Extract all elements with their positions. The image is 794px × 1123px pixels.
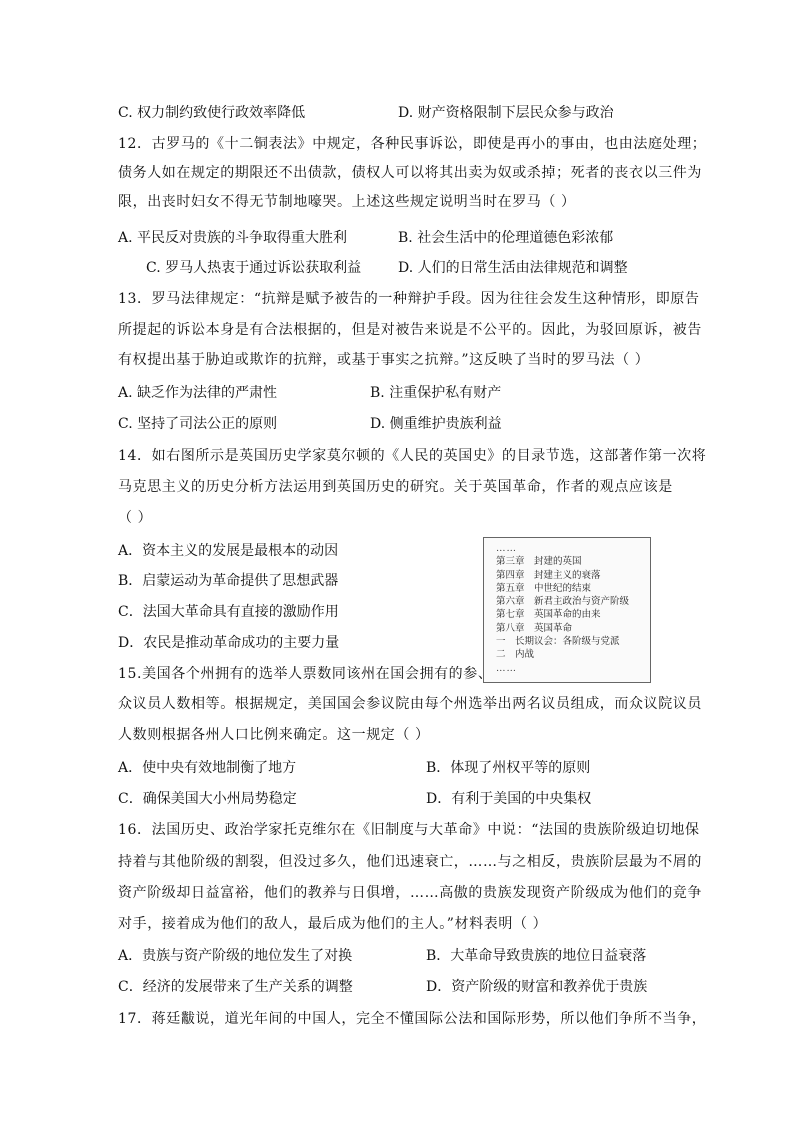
toc-line: 一 长期议会：各阶级与党派 <box>496 636 620 648</box>
q11-option-d: D. 财产资格限制下层民众参与政治 <box>398 105 614 121</box>
toc-line: …… <box>496 662 517 674</box>
toc-line: 第七章 英国革命的由来 <box>496 609 601 621</box>
q16-stem-line-2: 持着与其他阶级的割裂，但没过多久，他们迅速衰亡，……与之相反，贵族阶层最为不屑的 <box>118 854 702 870</box>
q15-option-d: D．有利于美国的中央集权 <box>426 791 592 807</box>
q15-stem-line-3: 人数则根据各州人口比例来确定。这一规定（ ） <box>118 727 430 743</box>
q12-option-c: C. 罗马人热衷于通过诉讼获取利益 <box>146 260 362 276</box>
q16-option-d: D．资产阶级的财富和教养优于贵族 <box>426 979 648 995</box>
q13-option-c: C. 坚持了司法公正的原则 <box>118 416 278 432</box>
q13-stem-line-3: 有权提出基于胁迫或欺诈的抗辩，或基于事实之抗辩。”这反映了当时的罗马法（ ） <box>118 352 650 368</box>
q16-stem-line-3: 资产阶级却日益富裕，他们的教养与日俱增，……高傲的贵族发现资产阶级成为他们的竞争 <box>118 885 702 901</box>
q13-stem-line-1: 13．罗马法律规定：“抗辩是赋予被告的一种辩护手段。因为往往会发生这种情形，即原告 <box>118 291 700 307</box>
q15-option-a: A．使中央有效地制衡了地方 <box>118 760 297 776</box>
q13-option-d: D. 侧重维护贵族利益 <box>370 416 502 432</box>
toc-line: 二 内战 <box>496 649 535 661</box>
q15-option-b: B．体现了州权平等的原则 <box>426 760 591 776</box>
q14-option-b: B．启蒙运动为革命提供了思想武器 <box>118 573 339 589</box>
toc-line: 第八章 英国革命 <box>496 622 573 634</box>
toc-figure <box>483 537 651 683</box>
q15-stem-line-1: 15.美国各个州拥有的选举人票数同该州在国会拥有的参、 <box>118 666 493 682</box>
q17-stem-line-1: 17．蒋廷黻说，道光年间的中国人，完全不懂国际公法和国际形势，所以他们争所不当争， <box>118 1011 707 1027</box>
q13-option-b: B. 注重保护私有财产 <box>370 385 502 401</box>
q14-stem-line-2: 马克思主义的历史分析方法运用到英国历史的研究。关于英国革命，作者的观点应该是 <box>118 479 673 495</box>
q12-option-b: B. 社会生活中的伦理道德色彩浓郁 <box>398 230 614 246</box>
q16-option-b: B．大革命导致贵族的地位日益衰落 <box>426 948 647 964</box>
toc-line: 第四章 封建主义的衰落 <box>496 569 601 581</box>
q14-option-c: C．法国大革命具有直接的激励作用 <box>118 604 339 620</box>
toc-line: 第五章 中世纪的结束 <box>496 582 592 594</box>
q16-stem-line-1: 16．法国历史、政治学家托克维尔在《旧制度与大革命》中说：“法国的贵族阶级迫切地保 <box>118 822 700 838</box>
q16-stem-line-4: 对手，接着成为他们的敌人，最后成为他们的主人。”材料表明（ ） <box>118 916 548 932</box>
q12-option-d: D. 人们的日常生活由法律规范和调整 <box>398 260 628 276</box>
q16-option-c: C．经济的发展带来了生产关系的调整 <box>118 979 353 995</box>
q12-stem-line-3: 限，出丧时妇女不得无节制地嚎哭。上述这些规定说明当时在罗马（ ） <box>118 194 576 210</box>
toc-line: 第三章 封建的英国 <box>496 556 582 568</box>
q12-stem-line-1: 12．古罗马的《十二铜表法》中规定，各种民事诉讼，即使是再小的事由，也由法庭处理； <box>118 136 707 152</box>
q14-option-a: A．资本主义的发展是最根本的动因 <box>118 543 339 559</box>
toc-line: …… <box>496 543 517 554</box>
q15-stem-line-2: 众议员人数相等。根据规定，美国国会参议院由每个州选举出两名议员组成，而众议院议员 <box>118 696 702 712</box>
q14-stem-line-1: 14．如右图所示是英国历史学家莫尔顿的《人民的英国史》的目录节选，这部著作第一次将 <box>118 448 707 464</box>
toc-line: 第六章 新君主政治与资产阶级 <box>496 596 630 608</box>
q13-option-a: A. 缺乏作为法律的严肃性 <box>118 385 278 401</box>
q14-stem-line-3: （ ） <box>118 510 153 526</box>
q16-option-a: A．贵族与资产阶级的地位发生了对换 <box>118 948 353 964</box>
q13-stem-line-2: 所提起的诉讼本身是有合法根据的，但是对被告来说是不公平的。因此，为驳回原诉，被告 <box>118 322 702 338</box>
q11-option-c: C. 权力制约致使行政效率降低 <box>118 105 306 121</box>
q12-option-a: A. 平民反对贵族的斗争取得重大胜利 <box>118 230 348 246</box>
q15-option-c: C．确保美国大小州局势稳定 <box>118 791 297 807</box>
q14-option-d: D．农民是推动革命成功的主要力量 <box>118 635 340 651</box>
q12-stem-line-2: 债务人如在规定的期限还不出债款，债权人可以将其出卖为奴或杀掉；死者的丧衣以三件为 <box>118 165 702 181</box>
